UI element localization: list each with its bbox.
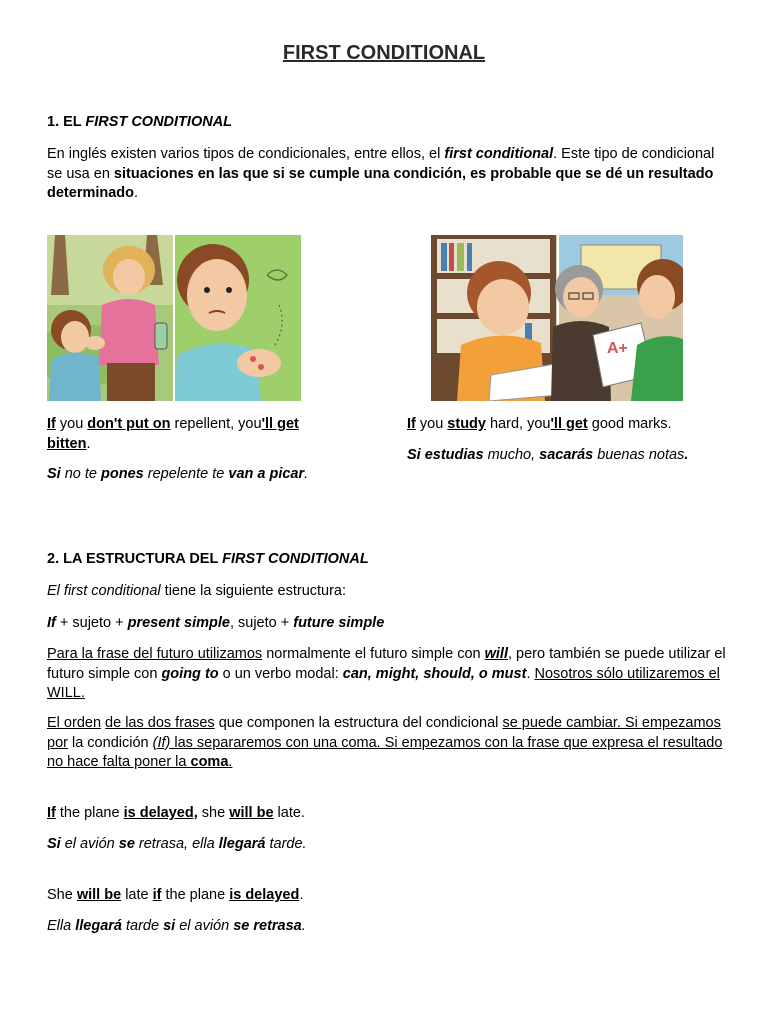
- keyword-if: if: [152, 887, 162, 903]
- verb-phrase: will be: [76, 887, 122, 903]
- text-run: Para la frase del futuro utilizamos: [47, 646, 263, 662]
- section-1-number: 1. EL: [47, 114, 86, 130]
- verb-phrase: is delayed,: [123, 805, 198, 821]
- text-run: no te: [60, 466, 102, 482]
- section-1-heading-italic: FIRST CONDITIONAL: [85, 114, 233, 130]
- verb-phrase: se retrasa: [233, 918, 302, 934]
- text-run: late: [121, 887, 153, 903]
- text-run: En inglés existen varios tipos de condicionales, entre ellos, el: [47, 146, 445, 162]
- term-coma: coma: [190, 754, 229, 770]
- text-run: El orden: [47, 715, 102, 731]
- term-future-simple: future simple: [293, 615, 385, 631]
- section-2-heading-italic: FIRST CONDITIONAL: [222, 551, 369, 567]
- text-run: retrasa, ella: [134, 836, 219, 852]
- text-run: mucho,: [483, 447, 540, 463]
- text-run: Nosotros sólo utilizaremos el WILL.: [47, 665, 720, 701]
- text-run: tarde.: [265, 836, 307, 852]
- text-run: late.: [273, 805, 305, 821]
- text-run: tiene la siguiente estructura:: [160, 583, 347, 599]
- text-run: se puede cambiar. Si empezamos por: [47, 715, 721, 751]
- example-right-english: [407, 415, 727, 435]
- text-run: repellent, you: [170, 416, 262, 432]
- future-paragraph: [47, 645, 727, 704]
- text-run: tarde: [121, 918, 164, 934]
- text-run: .: [299, 887, 304, 903]
- text-run: , sujeto +: [229, 615, 294, 631]
- text-run: buenas notas: [593, 447, 685, 463]
- example-right-spanish: [407, 446, 727, 466]
- svg-text:A+: A+: [607, 340, 628, 357]
- example-1-english: [47, 804, 727, 824]
- text-run: .: [228, 754, 233, 770]
- mosquito-bite-illustration: [47, 235, 301, 401]
- order-paragraph: [47, 714, 727, 773]
- text-run: + sujeto +: [55, 615, 128, 631]
- keyword-if: If: [407, 416, 416, 432]
- text-run: hard, you: [485, 416, 551, 432]
- example-2-english: [47, 886, 727, 906]
- text-run: el avión: [175, 918, 234, 934]
- verb-phrase: sacarás: [539, 447, 594, 463]
- verb-phrase: study: [447, 416, 486, 432]
- example-1-spanish: [47, 835, 727, 855]
- verb-phrase: llegará: [75, 918, 122, 934]
- text-run: .: [86, 435, 91, 452]
- text-run: el avión: [60, 836, 119, 852]
- verb-phrase: 'll get: [261, 416, 299, 432]
- text-run: .: [526, 665, 535, 682]
- keyword-if: If: [47, 615, 56, 631]
- structure-intro: [47, 582, 727, 602]
- page-title: FIRST CONDITIONAL: [282, 42, 486, 64]
- section-1-heading: [47, 113, 727, 133]
- text-run: , pero también se puede utilizar el futuro simple con: [47, 646, 726, 682]
- text-run: you: [415, 416, 448, 432]
- term-first-conditional: first conditional: [444, 146, 554, 162]
- term-will: will: [484, 646, 508, 662]
- verb-phrase: will be: [229, 805, 274, 821]
- verb-phrase: pones: [101, 466, 144, 482]
- example-2-spanish: [47, 917, 727, 937]
- text-run: she: [197, 805, 230, 821]
- text-run: la condición: [67, 734, 153, 751]
- keyword-si: Si: [47, 836, 61, 852]
- text-run: you: [55, 416, 88, 432]
- text-run: the plane: [55, 805, 124, 821]
- keyword-si: si: [163, 918, 176, 934]
- section-2-heading: [47, 550, 727, 570]
- example-left-english: [47, 415, 337, 454]
- teacher-grades-illustration: [431, 235, 683, 401]
- key-definition: situaciones en las que si se cumple una condición, es probable que se dé un resultado determinado: [47, 165, 714, 201]
- text-run: .: [134, 185, 139, 201]
- verb-phrase: van a picar: [228, 466, 305, 482]
- verb-phrase: don't put on: [87, 416, 171, 432]
- structure-formula: [47, 614, 727, 634]
- section-1-paragraph: [47, 145, 727, 204]
- term-going-to: going to: [161, 665, 219, 682]
- text-run: .: [304, 466, 309, 482]
- text-run: que componen la estructura del condicional: [214, 715, 503, 731]
- example-left-spanish: [47, 465, 367, 485]
- verb-phrase: is delayed: [229, 887, 300, 903]
- verb-phrase: Si estudias: [407, 447, 484, 463]
- keyword-si: Si: [47, 466, 61, 482]
- text-run: . Este tipo de condicional se usa en: [47, 146, 715, 182]
- keyword-if: If: [47, 416, 56, 432]
- modal-verbs: can, might, should, o must: [342, 665, 527, 682]
- verb-phrase: 'll get: [550, 416, 588, 432]
- text-run: good marks.: [587, 416, 672, 432]
- term-present-simple: present simple: [127, 615, 230, 631]
- term-if: (If): [152, 734, 171, 751]
- text-run: las separaremos con una coma. Si empezamos con la frase que expresa el resultado no hace falta poner la: [47, 734, 723, 770]
- text-run: Ella: [47, 918, 76, 934]
- text-run: El first conditional: [47, 583, 161, 599]
- text-run: .: [301, 918, 306, 934]
- text-run: repelente te: [143, 466, 229, 482]
- text-run: the plane: [161, 887, 230, 903]
- verb-phrase: bitten: [47, 435, 87, 452]
- text-run: o un verbo modal:: [218, 665, 343, 682]
- verb-phrase: llegará: [218, 836, 266, 852]
- text-run: .: [684, 447, 689, 463]
- text-run: She: [47, 887, 77, 903]
- keyword-if: If: [47, 805, 56, 821]
- text-run: normalmente el futuro simple con: [262, 646, 485, 662]
- text-run: de las dos frases: [105, 715, 215, 731]
- verb-phrase: se: [118, 836, 135, 852]
- section-2-number: 2. LA ESTRUCTURA DEL: [47, 551, 223, 567]
